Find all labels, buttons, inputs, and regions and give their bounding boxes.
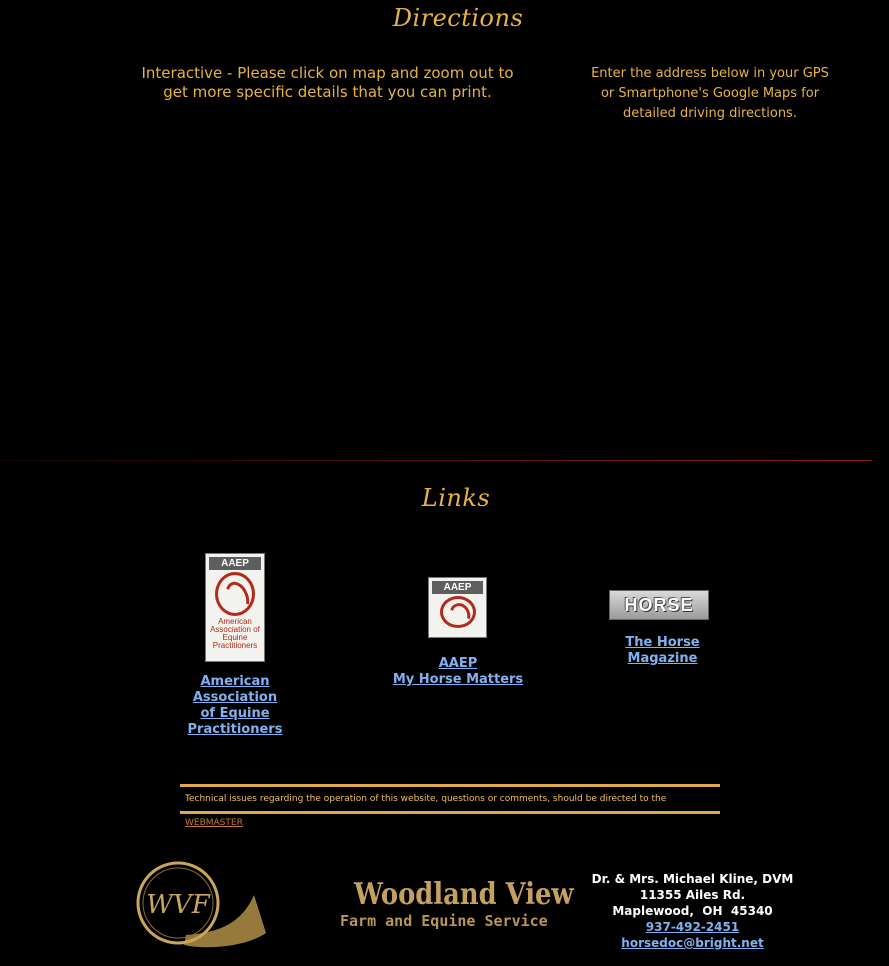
contact-city: Maplewood, OH 45340 bbox=[612, 904, 773, 918]
my-horse-matters-link[interactable] bbox=[388, 656, 528, 688]
links-heading: Links bbox=[421, 484, 491, 512]
section-divider bbox=[0, 460, 872, 461]
aaep-link-line[interactable]: Association bbox=[192, 690, 278, 705]
wvf-monogram: WVF bbox=[146, 890, 210, 920]
the-horse-magazine-link[interactable]: The Horse Magazine bbox=[625, 635, 700, 666]
the-horse-logo[interactable]: HORSE bbox=[609, 590, 709, 620]
wvf-horn-logo-icon bbox=[126, 855, 266, 950]
webmaster-link[interactable]: WEBMASTER bbox=[185, 818, 243, 828]
my-horse-matters-logo[interactable] bbox=[428, 577, 487, 638]
aaep-link-line[interactable]: American bbox=[200, 674, 270, 689]
aaep-link[interactable] bbox=[185, 674, 285, 738]
directions-heading: Directions bbox=[392, 4, 524, 32]
brand-subtitle: Farm and Equine Service bbox=[340, 912, 548, 930]
aaep-link-line[interactable]: Practitioners bbox=[187, 722, 283, 737]
brand-name: Woodland View bbox=[354, 877, 574, 912]
aaep-logo-caption: American Association of Equine Practitioners bbox=[210, 617, 260, 650]
aaep-emblem-icon bbox=[440, 596, 476, 628]
aaep-emblem-icon bbox=[215, 572, 255, 616]
aaep-logo[interactable] bbox=[205, 553, 265, 662]
my-horse-matters-link-line[interactable]: My Horse Matters bbox=[392, 672, 524, 687]
contact-street: 11355 Ailes Rd. bbox=[639, 888, 746, 902]
webmaster-notice-text: Technical issues regarding the operation of this website, questions or comments, should be directed to the bbox=[185, 794, 667, 804]
contact-phone-link[interactable]: 937-492-2451 bbox=[645, 920, 740, 934]
aaep-link-line[interactable]: of Equine bbox=[200, 706, 270, 721]
brand-logo bbox=[340, 877, 574, 930]
contact-info bbox=[590, 871, 795, 951]
aaep-logo-text: AAEP bbox=[209, 557, 261, 570]
gps-instructions: Enter the address below in your GPS or Smartphone's Google Maps for detailed driving directions. bbox=[591, 66, 829, 121]
webmaster-notice bbox=[180, 784, 720, 828]
map-instructions: Interactive - Please click on map and zoom out to get more specific details that you can print. bbox=[141, 64, 514, 101]
contact-email-link[interactable]: horsedoc@bright.net bbox=[621, 936, 764, 950]
my-horse-matters-logo-text: AAEP bbox=[432, 581, 483, 594]
my-horse-matters-link-line[interactable]: AAEP bbox=[438, 656, 478, 671]
contact-name: Dr. & Mrs. Michael Kline, DVM bbox=[591, 872, 794, 886]
